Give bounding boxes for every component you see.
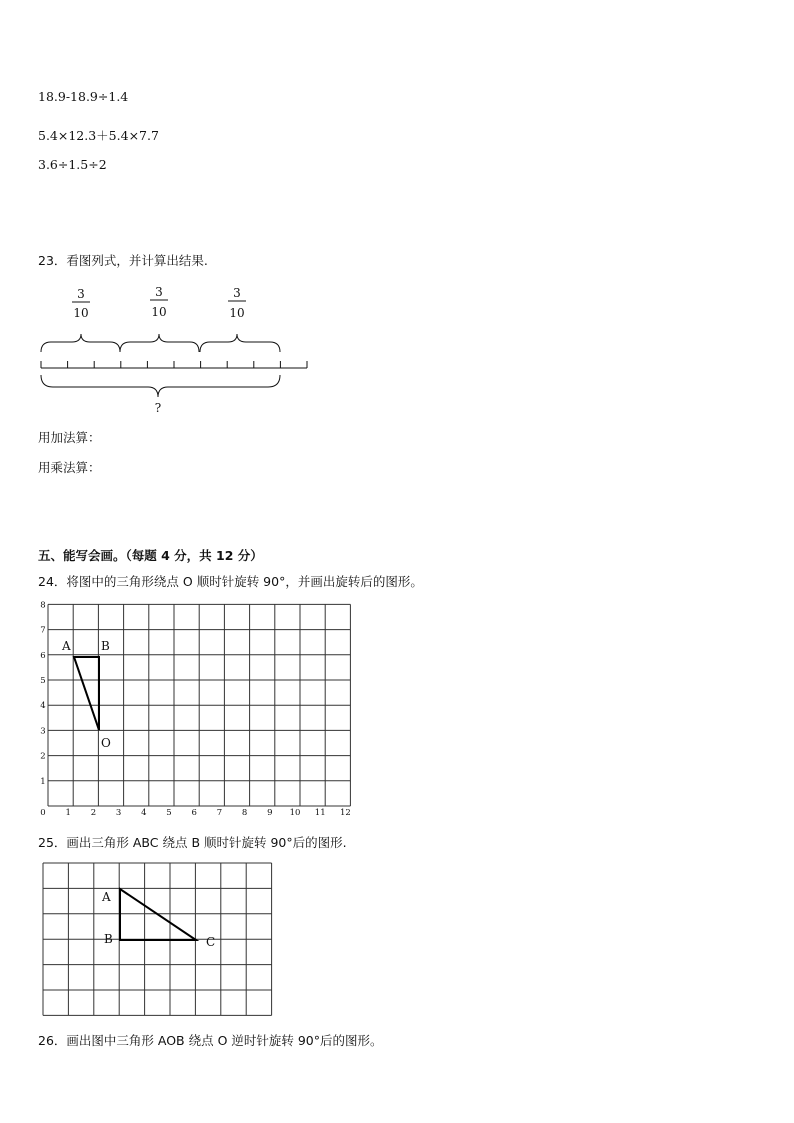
q24-x-tick-12: 12: [339, 808, 351, 818]
section-5-title: 五、能写会画。（每题 4 分，共 12 分）: [38, 548, 263, 563]
q24-y-tick-7: 7: [40, 625, 46, 636]
q24-x-tick-6: 6: [191, 808, 197, 818]
q24-x-tick-0: 0: [40, 808, 46, 818]
question-mark: ?: [154, 401, 162, 415]
expression-3: 3.6÷1.5÷2: [38, 157, 107, 172]
q24-y-tick-6: 6: [40, 650, 46, 661]
fraction-2-numerator: 3: [155, 285, 163, 299]
q24-x-tick-4: 4: [141, 808, 147, 818]
fraction-2-denominator: 10: [151, 305, 167, 319]
q24-x-tick-10: 10: [289, 808, 301, 818]
q25-title: 25．画出三角形 ABC 绕点 B 顺时针旋转 90°后的图形.: [38, 835, 347, 850]
fraction-3-denominator: 10: [229, 306, 245, 320]
q26-title: 26．画出图中三角形 AOB 绕点 O 逆时针旋转 90°后的图形。: [38, 1033, 383, 1048]
q24-x-tick-3: 3: [115, 808, 122, 818]
fraction-1-denominator: 10: [73, 306, 89, 320]
addition-label: 用加法算：: [38, 430, 101, 445]
q24-label-O: O: [101, 736, 111, 750]
q24-y-tick-8: 8: [40, 600, 46, 611]
q23-title: 23．看图列式，并计算出结果.: [38, 253, 208, 268]
expression-1: 18.9-18.9÷1.4: [38, 89, 129, 104]
q24-y-tick-1: 1: [40, 776, 46, 787]
fraction-1-numerator: 3: [77, 287, 85, 301]
q24-title: 24．将图中的三角形绕点 O 顺时针旋转 90°，并画出旋转后的图形。: [38, 574, 423, 589]
q24-x-tick-7: 7: [216, 808, 223, 818]
q24-x-tick-5: 5: [166, 808, 172, 818]
q24-y-tick-4: 4: [40, 701, 46, 712]
q24-x-tick-2: 2: [90, 808, 97, 818]
q24-x-tick-9: 9: [267, 808, 273, 818]
q25-label-B: B: [104, 932, 113, 946]
fraction-3-numerator: 3: [233, 286, 241, 300]
q24-x-tick-1: 1: [65, 808, 71, 818]
q25-label-A: A: [102, 890, 111, 904]
q24-y-tick-2: 2: [40, 751, 46, 762]
expression-2: 5.4×12.3＋5.4×7.7: [38, 128, 159, 143]
q24-x-tick-8: 8: [241, 808, 248, 818]
q25-label-C: C: [206, 935, 216, 949]
multiplication-label: 用乘法算：: [38, 460, 101, 475]
q24-y-tick-3: 3: [40, 726, 46, 737]
q24-y-tick-5: 5: [40, 676, 46, 686]
q24-label-A: A: [62, 639, 71, 653]
q25-triangle: [120, 889, 196, 940]
q24-label-B: B: [101, 639, 110, 653]
q24-x-tick-11: 11: [314, 808, 326, 818]
